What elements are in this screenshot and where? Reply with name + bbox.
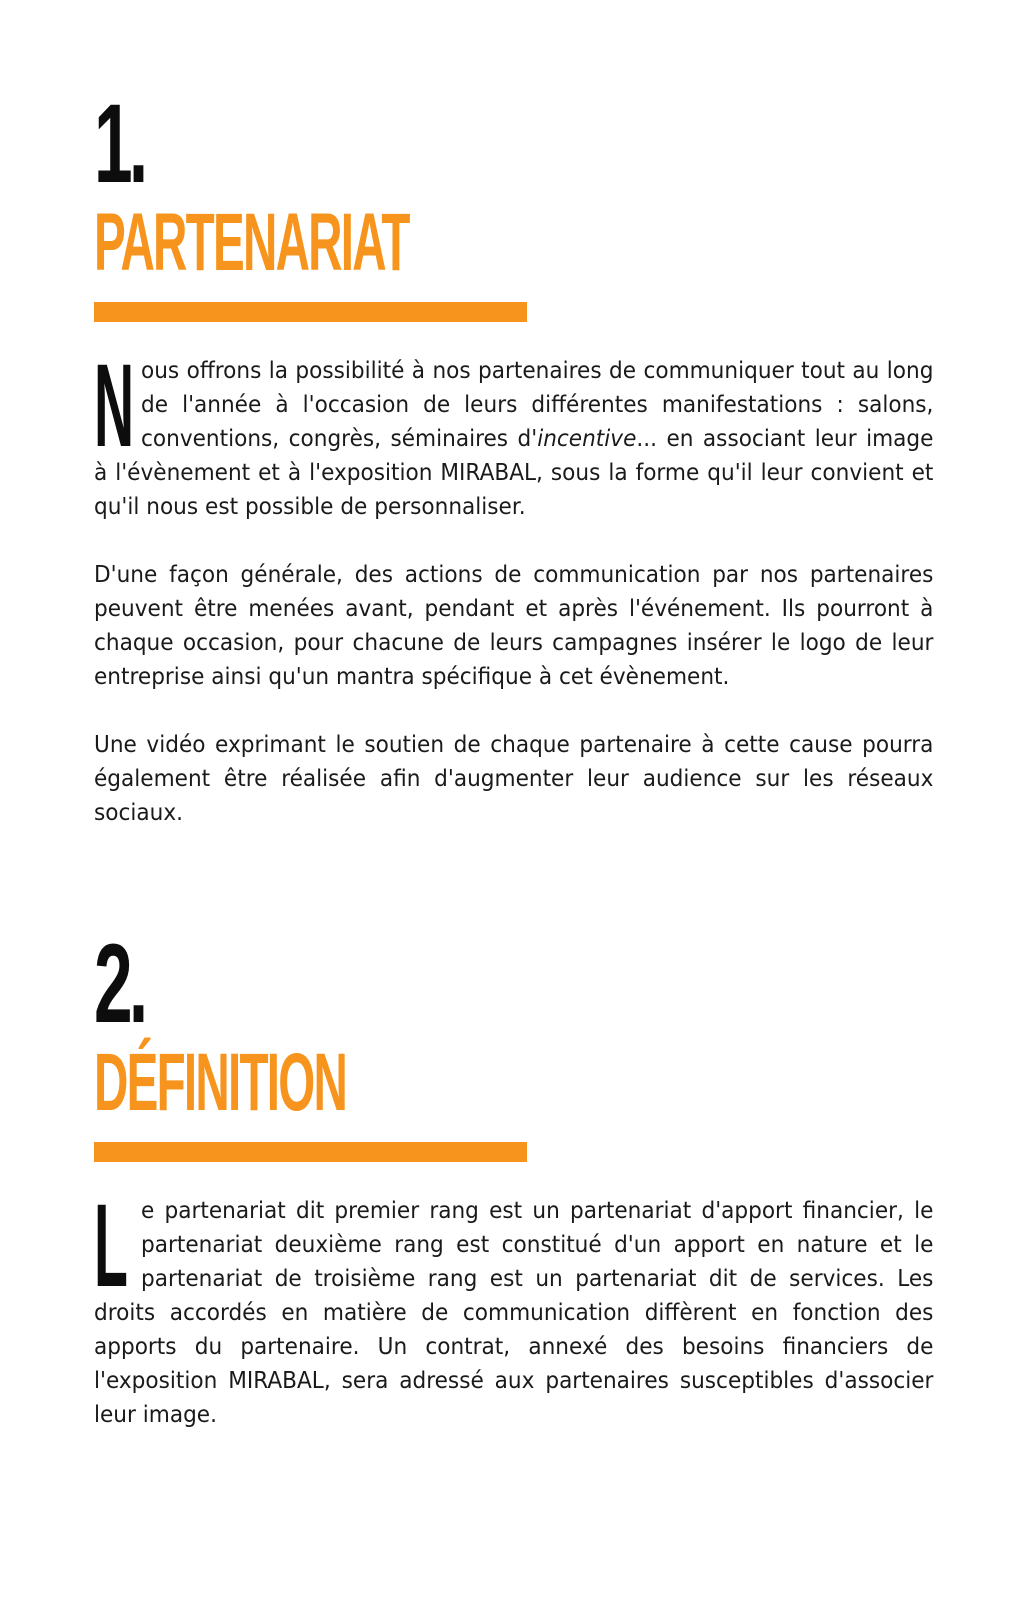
- drop-cap: N: [94, 340, 135, 472]
- italic-term: incentive: [537, 426, 637, 452]
- paragraph-text: ... en associant leur image à l'évènement et à l'exposition MIRABAL, sous la forme qu'il leur convient et qu'il nous est possible de personnaliser.: [94, 426, 934, 520]
- section-number: 1.: [94, 81, 145, 206]
- section-divider: [94, 1142, 527, 1162]
- section-divider: [94, 302, 527, 322]
- paragraph: Une vidéo exprimant le soutien de chaque partenaire à cette cause pourra également être réalisée afin d'augmenter leur audience sur les réseaux sociaux.: [94, 732, 934, 826]
- paragraph: D'une façon générale, des actions de communication par nos partenaires peuvent être menées avant, pendant et après l'événement. Ils pourront à chaque occasion, pour chacune de leurs campagnes insérer le logo de leur entreprise ainsi qu'un mantra spécifique à cet évènement.: [94, 562, 934, 690]
- paragraph: [94, 340, 934, 524]
- section-title: PARTENARIAT: [94, 197, 409, 288]
- paragraph-text: ous offrons la possibilité à nos partenaires de communiquer tout au long de l'année à l'occasion de leurs différentes manifestations : salons, conventions, congrès, séminaires d': [141, 358, 934, 452]
- section-body: [94, 340, 934, 830]
- section-body: [94, 1180, 934, 1432]
- drop-cap: L: [94, 1180, 128, 1312]
- section-definition: [94, 921, 934, 1466]
- paragraph: [94, 1180, 934, 1432]
- paragraph-text: e partenariat dit premier rang est un partenariat d'apport financier, le partenariat deuxième rang est constitué d'un apport en nature et le partenariat de troisième rang est un partenariat dit de services. Les droits accordés en matière de communication diffèrent en fonction des apports du partenaire. Un contrat, annexé des besoins financiers de l'exposition MIRABAL, sera adressé aux partenaires susceptibles d'associer leur image.: [94, 1198, 934, 1428]
- section-number: 2.: [94, 921, 145, 1046]
- section-partenariat: [94, 81, 934, 864]
- section-title: DÉFINITION: [94, 1037, 347, 1128]
